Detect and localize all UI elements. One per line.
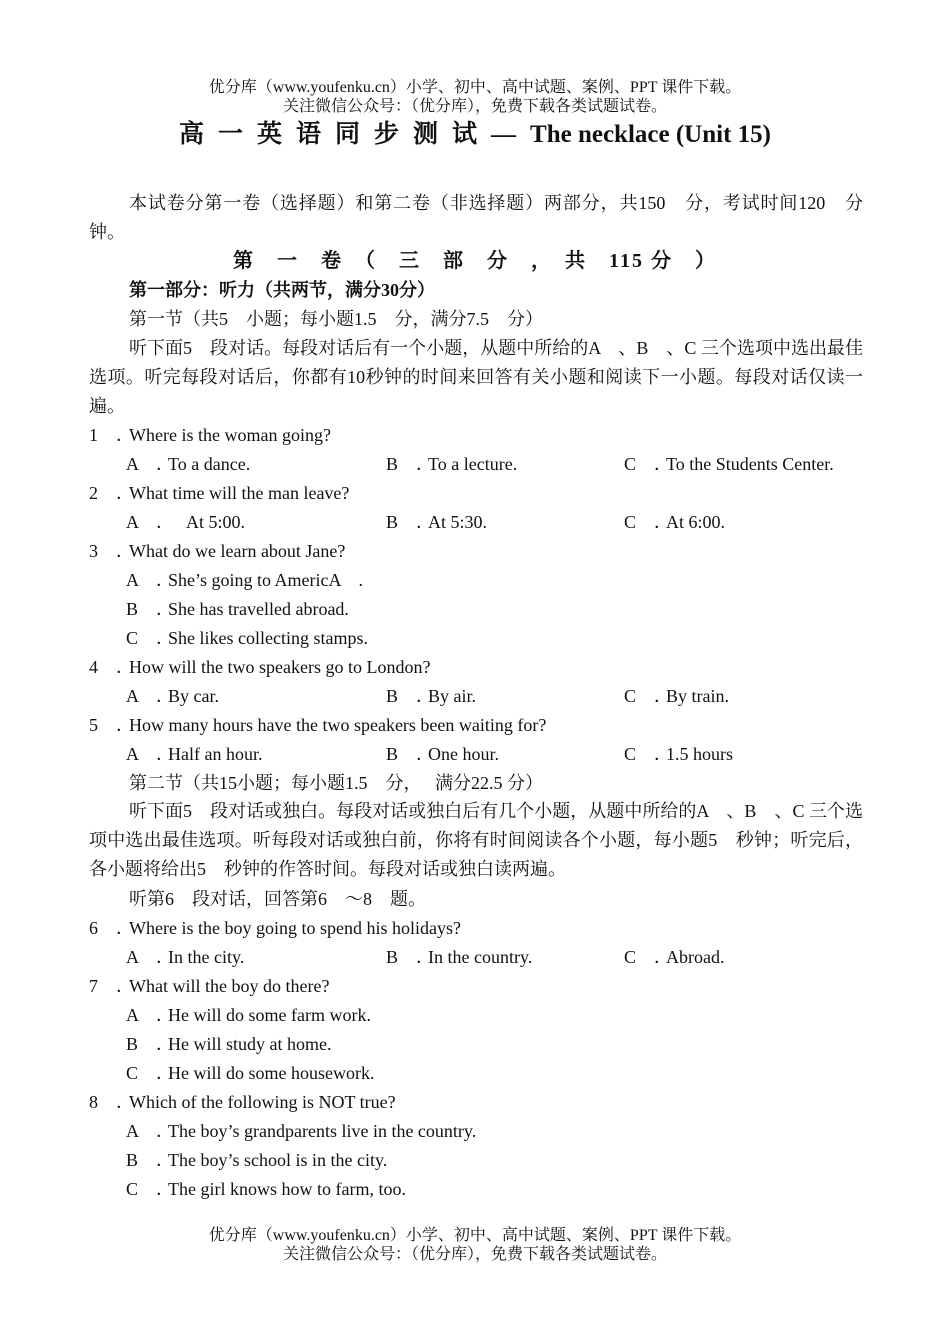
question-text: How will the two speakers go to London? (129, 657, 431, 677)
question-number: 5 ． (89, 715, 134, 735)
q7-option-b: B ．He will study at home. (126, 1034, 332, 1054)
exam-intro: 本试卷分第一卷（选择题）和第二卷（非选择题）两部分，共150 分，考试时间120 分钟。 (89, 193, 863, 242)
question-number: 1 ． (89, 425, 134, 445)
q4-option-c: C ．By train. (624, 686, 729, 706)
section2-heading: 第二节（共15小题；每小题1.5 分， 满分22.5 分） (129, 773, 543, 793)
q5-option-b: B ．One hour. (386, 744, 499, 764)
question-number: 6 ． (89, 918, 134, 938)
question-text: How many hours have the two speakers been waiting for? (129, 715, 547, 735)
q5-option-a: A ．Half an hour. (126, 744, 263, 764)
page-title (0, 118, 950, 152)
question-text: What time will the man leave? (129, 483, 350, 503)
title-chinese: 高一英语同步测试— (179, 121, 531, 148)
part1-heading: 第一部分：听力（共两节，满分30分） (129, 280, 435, 300)
q4-option-a: A ．By car. (126, 686, 219, 706)
question-number: 4 ． (89, 657, 134, 677)
volume-heading: 第 一 卷 （ 三 部 分 ， 共 115 分 ） (233, 250, 717, 272)
q1-option-a: A ．To a dance. (126, 454, 251, 474)
dialogue6-instruction: 听第6 段对话，回答第6 ～8 题。 (129, 889, 426, 909)
question-number: 2 ． (89, 483, 134, 503)
q3-option-b: B ．She has travelled abroad. (126, 599, 349, 619)
q6-option-b: B ．In the country. (386, 947, 533, 967)
q8-option-b: B ．The boy’s school is in the city. (126, 1150, 388, 1170)
header-line-1: 优分库（www.youfenku.cn）小学、初中、高中试题、案例、PPT 课件下载。 (208, 79, 742, 96)
q6-option-a: A ．In the city. (126, 947, 245, 967)
question-number: 3 ． (89, 541, 134, 561)
question-number: 8 ． (89, 1092, 134, 1112)
question-text: What will the boy do there? (129, 976, 330, 996)
q6-option-c: C ．Abroad. (624, 947, 725, 967)
q2-option-c: C ．At 6:00. (624, 512, 726, 532)
header-line-2: 关注微信公众号：（优分库），免费下载各类试题试卷。 (282, 98, 667, 115)
section1-instructions: 听下面5 段对话。每段对话后有一个小题，从题中所给的A 、B 、C 三个选项中选出最佳选项。听完每段对话后，你都有10秒钟的时间来回答有关小题和阅读下一小题。每段对话仅读一遍。 (89, 338, 863, 416)
question-text: Which of the following is NOT true? (129, 1092, 396, 1112)
q1-option-c: C ．To the Students Center. (624, 454, 834, 474)
q7-option-c: C ．He will do some housework. (126, 1063, 375, 1083)
q8-option-c: C ．The girl knows how to farm, too. (126, 1179, 406, 1199)
q1-option-b: B ．To a lecture. (386, 454, 518, 474)
q5-option-c: C ．1.5 hours (624, 744, 733, 764)
q2-option-b: B ．At 5:30. (386, 512, 488, 532)
q4-option-b: B ．By air. (386, 686, 476, 706)
section1-heading: 第一节（共5 小题；每小题1.5 分，满分7.5 分） (129, 309, 543, 329)
question-text: Where is the boy going to spend his holidays? (129, 918, 461, 938)
question-text: Where is the woman going? (129, 425, 331, 445)
section2-instructions: 听下面5 段对话或独白。每段对话或独白后有几个小题，从题中所给的A 、B 、C 三个选项中选出最佳选项。听每段对话或独白前，你将有时间阅读各个小题，每小题5 秒钟；听完后，各小题将给出5 秒钟的作答时间。每段对话或独白读两遍。 (89, 801, 863, 879)
q3-option-c: C ．She likes collecting stamps. (126, 628, 368, 648)
footer-line-1: 优分库（www.youfenku.cn）小学、初中、高中试题、案例、PPT 课件下载。 (208, 1227, 742, 1244)
footer-line-2: 关注微信公众号：（优分库），免费下载各类试题试卷。 (282, 1246, 667, 1263)
q3-option-a: A ．She’s going to AmericA . (126, 570, 363, 590)
title-english: The necklace (Unit 15) (530, 121, 771, 148)
q2-option-a: A ． At 5:00. (126, 512, 246, 532)
question-number: 7 ． (89, 976, 134, 996)
q7-option-a: A ．He will do some farm work. (126, 1005, 371, 1025)
q8-option-a: A ．The boy’s grandparents live in the country. (126, 1121, 477, 1141)
question-text: What do we learn about Jane? (129, 541, 346, 561)
